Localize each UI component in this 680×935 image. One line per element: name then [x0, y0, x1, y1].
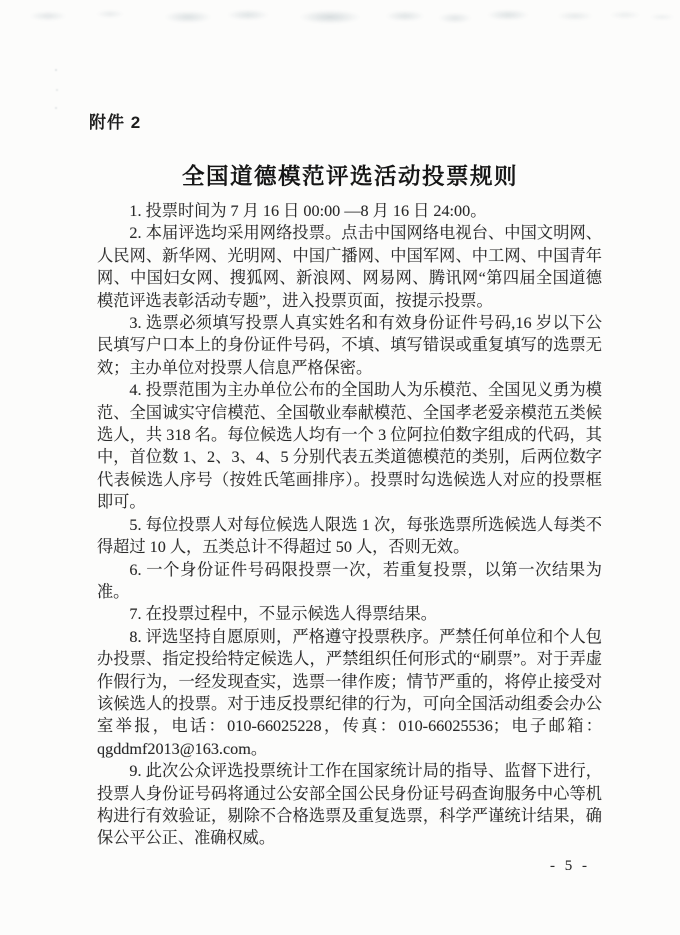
- rule-paragraph: 2. 本届评选均采用网络投票。点击中国网络电视台、中国文明网、人民网、新华网、光明网、中国广播网、中国军网、中工网、中国青年网、中国妇女网、搜狐网、新浪网、网易网、腾讯网“第四届全国道德模范评选表彰活动专题”，进入投票页面，按提示投票。: [97, 224, 602, 310]
- rule-paragraph: 4. 投票范围为主办单位公布的全国助人为乐模范、全国见义勇为模范、全国诚实守信模范、全国敬业奉献模范、全国孝老爱亲模范五类候选人，共 318 名。每位候选人均有一个 3 位阿拉伯数字组成的代码，其中，首位数 1、2、3、4、5 分别代表五类道德模范的类别，后两位数字代表候选人序号（按姓氏笔画排序）。投票时勾选候选人对应的投票框即可。: [97, 381, 602, 512]
- rule-paragraph: 5. 每位投票人对每位候选人限选 1 次，每张选票所选候选人每类不得超过 10 人，五类总计不得超过 50 人，否则无效。: [97, 515, 602, 557]
- scan-speck-artifact: [50, 62, 64, 122]
- attachment-label: 附件 2: [89, 113, 142, 132]
- page-title: 全国道德模范评选活动投票规则: [181, 164, 518, 190]
- rule-paragraph: 3. 选票必须填写投票人真实姓名和有效身份证件号码,16 岁以下公民填写户口本上的身份证件号码，不填、填写错误或重复填写的选票无效；主办单位对投票人信息严格保密。: [97, 314, 602, 377]
- rule-paragraph: 8. 评选坚持自愿原则，严格遵守投票秩序。严禁任何单位和个人包办投票、指定投给特定候选人，严禁组织任何形式的“刷票”。对于弄虚作假行为，一经发现查实，选票一律作废；情节严重的，将停止接受对该候选人的投票。对于违反投票纪律的行为，可向全国活动组委会办公室举报，电话：010-66025228，传真：010-66025536；电子邮箱：qgddmf2013@163.com。: [97, 627, 602, 758]
- rule-paragraph: 7. 在投票过程中，不显示候选人得票结果。: [129, 605, 437, 624]
- rules-list: [97, 200, 602, 850]
- scan-noise-artifact: [0, 4, 680, 30]
- rule-paragraph: 6. 一个身份证件号码限投票一次，若重复投票，以第一次结果为准。: [97, 560, 602, 601]
- rule-paragraph: 9. 此次公众评选投票统计工作在国家统计局的指导、监督下进行，投票人身份证号码将通过公安部全国公民身份证号码查询服务中心等机构进行有效验证，剔除不合格选票及重复选票，科学严谨统计结果，确保公平公正、准确权威。: [97, 762, 602, 848]
- page-number: - 5 -: [550, 858, 590, 874]
- rule-paragraph: 1. 投票时间为 7 月 16 日 00:00 —8 月 16 日 24:00。: [129, 202, 487, 220]
